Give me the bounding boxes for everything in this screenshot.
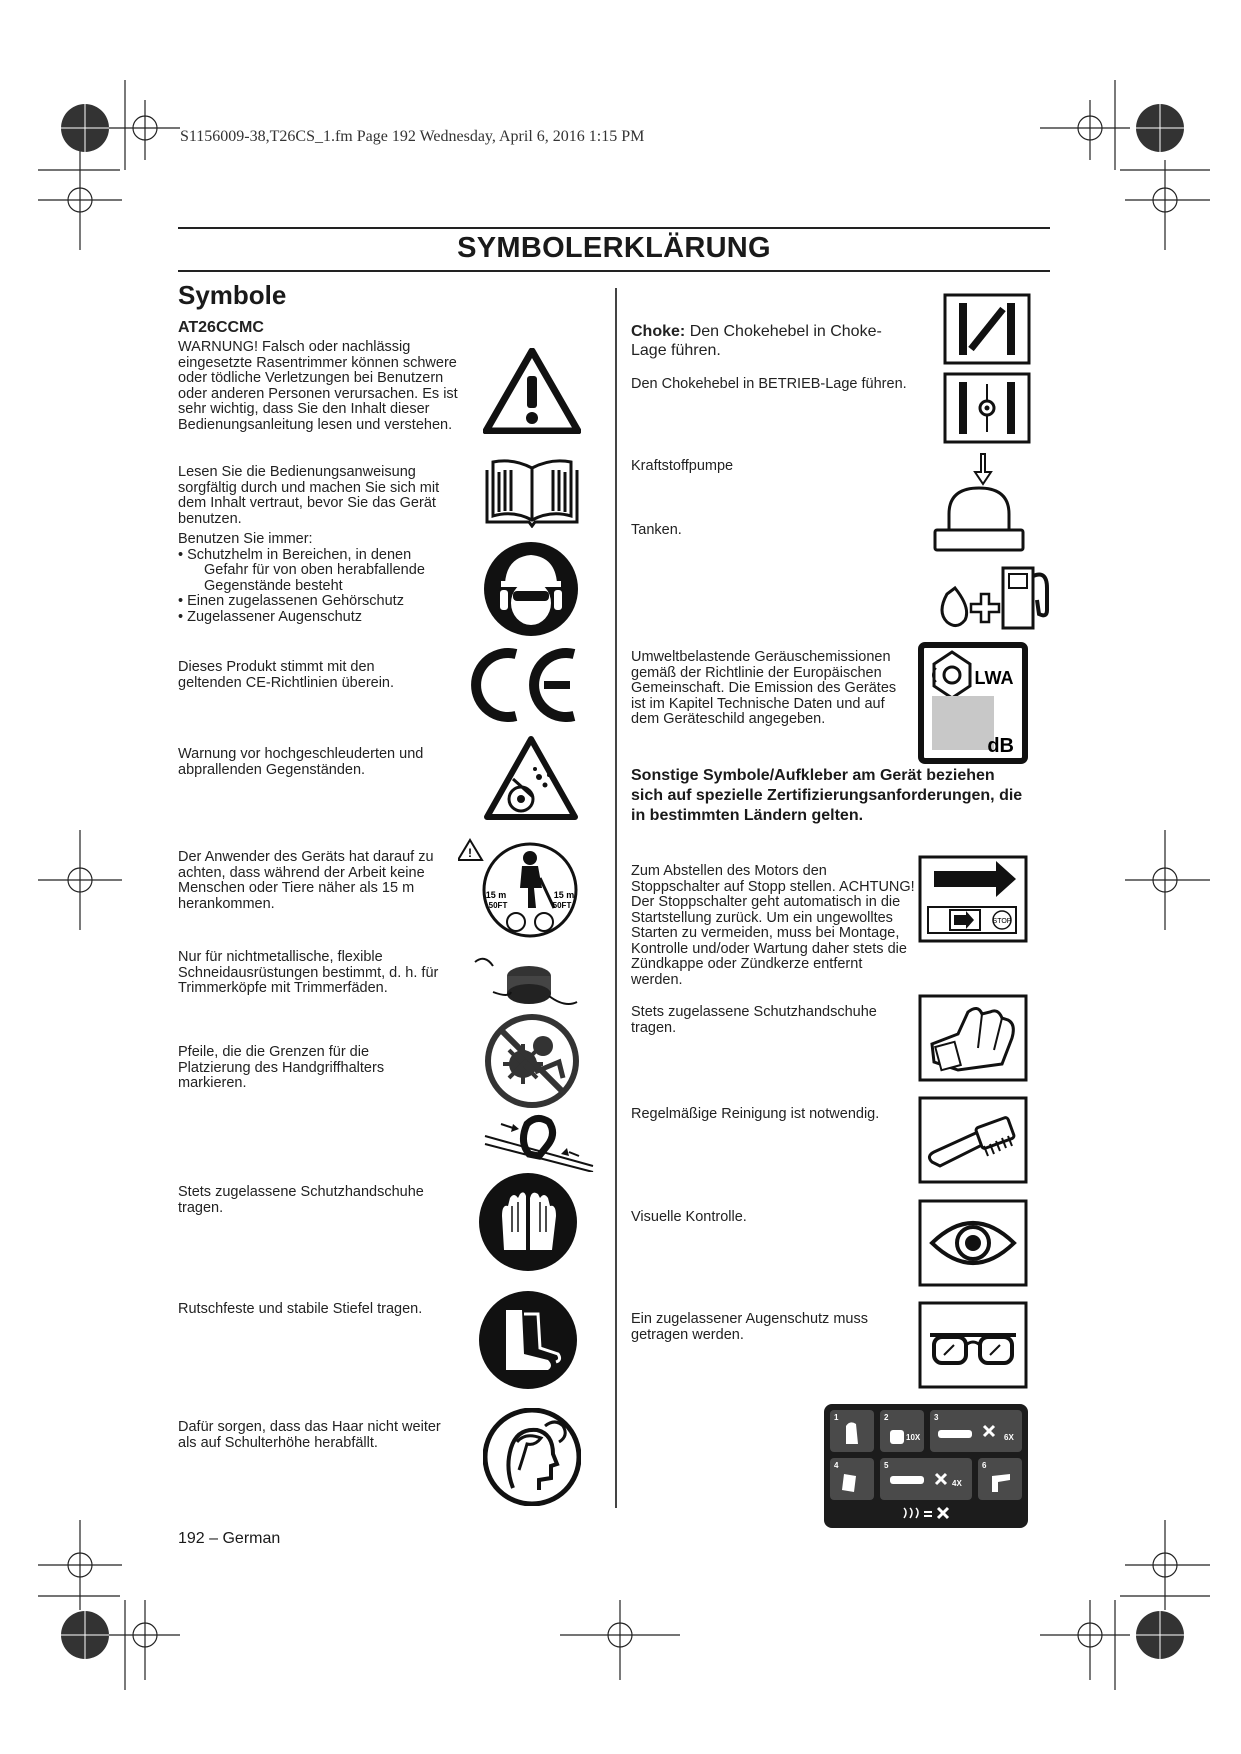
db-label: dB bbox=[987, 735, 1014, 757]
safety-glasses-icon bbox=[918, 1301, 1028, 1389]
distance-ft-left: 50FT bbox=[488, 901, 508, 910]
boots-text: Rutschfeste und stabile Stiefel tragen. bbox=[178, 1301, 423, 1317]
bullet-hearing: • Einen zugelassenen Gehörschutz bbox=[178, 593, 404, 609]
long-hair-icon bbox=[483, 1408, 581, 1506]
visual-inspection-eye-icon bbox=[918, 1199, 1028, 1287]
step-5-count: 4X bbox=[952, 1479, 962, 1488]
no-metal-blade-icon bbox=[483, 1012, 581, 1110]
model-name: AT26CCMC bbox=[178, 319, 264, 336]
choke-text bbox=[631, 322, 911, 360]
distance-15m-icon bbox=[458, 838, 580, 938]
eye-protection-text: Ein zugelassener Augenschutz muss getragen werden. bbox=[631, 1311, 868, 1343]
other-symbols-heading: Sonstige Symbole/Aufkleber am Gerät beziehen sich auf spezielle Zertifizierungsanforderungen, die in bestimmten Ländern gelten. bbox=[631, 767, 1023, 824]
distance-ft-right: 50FT bbox=[552, 901, 572, 910]
protective-gear-list bbox=[178, 532, 468, 625]
step-5-number: 5 bbox=[884, 1461, 889, 1470]
read-manual-icon bbox=[483, 458, 581, 528]
protective-gloves-icon bbox=[918, 994, 1028, 1082]
gloves-icon-round bbox=[478, 1172, 578, 1272]
stop-switch-icon bbox=[918, 855, 1028, 943]
visual-check-text: Visuelle Kontrolle. bbox=[631, 1209, 747, 1225]
warning-text: WARNUNG! Falsch oder nachlässig eingesetzte Rasentrimmer können schwere oder tödliche Verletzungen bei Benutzern oder anderen Personen verursachen. Es ist sehr wichtig, dass Sie den Inhalt dieser Bedienungsanleitung lesen und verstehen. bbox=[178, 339, 458, 433]
fuel-pump-bulb-icon bbox=[933, 452, 1025, 554]
warning-triangle-icon bbox=[483, 348, 581, 434]
starting-procedure-label-icon bbox=[824, 1404, 1028, 1528]
title-rule-bottom bbox=[178, 270, 1050, 272]
bullet-helmet-cont-2: Gegenstände besteht bbox=[204, 577, 343, 594]
noise-emission-text: Umweltbelastende Geräuschemissionen gemäß der Richtlinie der Europäischen Gemeinschaft. Die Emission des Gerätes ist im Kapitel Technische Daten und auf dem Geräteschild angegeben. bbox=[631, 649, 897, 727]
step-3-number: 3 bbox=[934, 1413, 939, 1422]
ce-text: Dieses Produkt stimmt mit den geltenden CE-Richtlinien überein. bbox=[178, 659, 395, 691]
step-2-number: 2 bbox=[884, 1413, 889, 1422]
step-6-number: 6 bbox=[982, 1461, 987, 1470]
bullet-helmet: • Schutzhelm in Bereichen, in denen bbox=[178, 546, 412, 563]
run-position-text: Den Chokehebel in BETRIEB-Lage führen. bbox=[631, 376, 907, 392]
step-2-count: 10X bbox=[906, 1433, 921, 1442]
page-title: SYMBOLERKLÄRUNG bbox=[457, 232, 771, 264]
noise-level-lwa-icon bbox=[918, 642, 1028, 764]
handle-arrows-text: Pfeile, die die Grenzen für die Platzierung des Handgriffhalters markieren. bbox=[178, 1044, 385, 1091]
distance-text: Der Anwender des Geräts hat darauf zu achten, dass während der Arbeit keine Menschen oder Tiere näher als 15 m herankommen. bbox=[178, 849, 434, 912]
bullet-helmet-cont-1: Gefahr für von oben herabfallende bbox=[204, 562, 425, 578]
ce-mark-icon bbox=[468, 648, 580, 722]
cleaning-brush-icon bbox=[918, 1096, 1028, 1184]
thrown-objects-text: Warnung vor hochgeschleuderten und abprallenden Gegenständen. bbox=[178, 746, 424, 778]
run-position-icon bbox=[943, 372, 1031, 444]
refuel-text: Tanken. bbox=[631, 522, 682, 538]
lwa-label: LWA bbox=[974, 668, 1014, 688]
step-3-count: 6X bbox=[1004, 1433, 1014, 1442]
fuel-pump-text: Kraftstoffpumpe bbox=[631, 458, 734, 474]
boots-icon bbox=[478, 1290, 578, 1390]
step-1-number: 1 bbox=[834, 1413, 839, 1422]
choke-label: Choke: bbox=[631, 323, 686, 340]
choke-lever-icon bbox=[943, 293, 1031, 365]
title-rule-top bbox=[178, 227, 1050, 229]
column-divider bbox=[615, 288, 617, 1508]
refuel-icon bbox=[933, 560, 1055, 632]
svg-text:!: ! bbox=[468, 846, 472, 860]
bullet-eyes: • Zugelassener Augenschutz bbox=[178, 608, 363, 625]
section-title: Symbole bbox=[178, 280, 287, 310]
distance-label-left: 15 m bbox=[485, 890, 507, 900]
choke-description: Den Chokehebel in Choke-Lage führen. bbox=[631, 323, 882, 359]
handle-arrows-icon bbox=[483, 1114, 595, 1172]
print-header: S1156009-38,T26CS_1.fm Page 192 Wednesday, April 6, 2016 1:15 PM bbox=[180, 128, 645, 145]
flexible-line-text: Nur für nichtmetallische, flexible Schneidausrüstungen bestimmt, d. h. für Trimmerköpfe mit Trimmerfäden. bbox=[178, 949, 439, 996]
stop-label: STOP bbox=[992, 918, 1012, 925]
helmet-ear-eye-protection-icon bbox=[483, 541, 579, 637]
always-use-text: Benutzen Sie immer: bbox=[178, 531, 313, 547]
gloves-text-right: Stets zugelassene Schutzhandschuhe tragen. bbox=[631, 1004, 877, 1036]
trimmer-head-icon bbox=[473, 952, 583, 1016]
cleaning-text: Regelmäßige Reinigung ist notwendig. bbox=[631, 1106, 880, 1122]
gloves-text-left: Stets zugelassene Schutzhandschuhe tragen. bbox=[178, 1184, 424, 1216]
distance-label-right: 15 m bbox=[553, 890, 575, 900]
hair-text: Dafür sorgen, dass das Haar nicht weiter als auf Schulterhöhe herabfällt. bbox=[178, 1419, 441, 1451]
stop-switch-text: Zum Abstellen des Motors den Stoppschalter auf Stopp stellen. ACHTUNG! Der Stoppschalter geht automatisch in die Startstellung zurück. Um ein ungewolltes Starten zu vermeiden, muss bei Montage, Kontrolle und/oder Wartung daher stets die Zündkappe oder Zündkerze entfernt werden. bbox=[631, 863, 915, 988]
thrown-objects-warning-icon bbox=[483, 735, 579, 821]
read-manual-text: Lesen Sie die Bedienungsanweisung sorgfältig durch und machen Sie sich mit dem Inhalt vertraut, bevor Sie das Gerät benutzen. bbox=[178, 464, 440, 527]
page-footer: 192 – German bbox=[178, 1530, 281, 1547]
step-4-number: 4 bbox=[834, 1461, 839, 1470]
